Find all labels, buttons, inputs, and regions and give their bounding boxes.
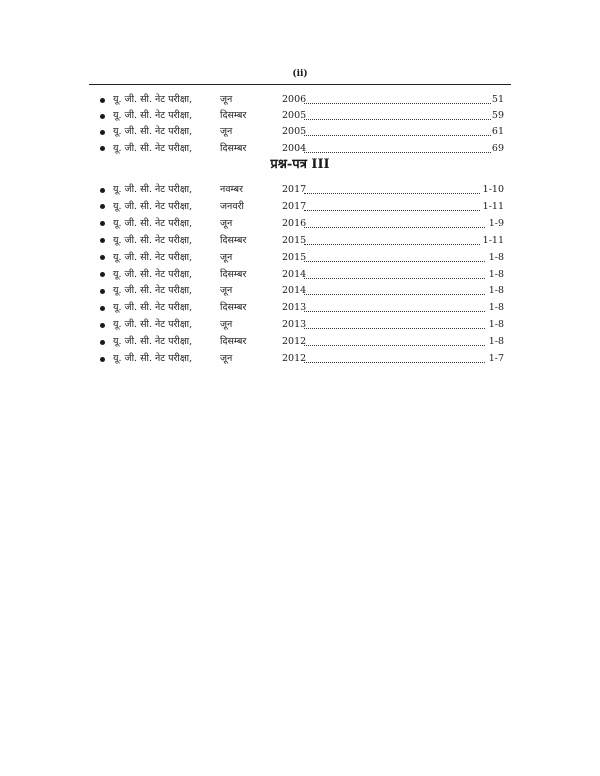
toc-entry-year: 2015 xyxy=(282,251,307,263)
toc-entry-year: 2014 xyxy=(282,268,307,280)
dot-leader xyxy=(304,294,485,295)
toc-entry-exam: यू. जी. सी. नेट परीक्षा, xyxy=(113,217,193,229)
bullet-icon xyxy=(100,272,105,277)
dot-leader xyxy=(304,345,485,346)
toc-entry-month: जून xyxy=(220,217,233,229)
bullet-icon xyxy=(100,255,105,260)
toc-entry xyxy=(0,141,600,157)
toc-entry-year: 2017 xyxy=(282,184,307,195)
toc-entry-month: जून xyxy=(220,319,233,331)
toc-entry-exam: यू. जी. सी. नेट परीक्षा, xyxy=(113,110,193,122)
dot-leader xyxy=(304,362,485,363)
bullet-icon xyxy=(100,357,105,362)
toc-entry-pages: 61 xyxy=(491,126,504,138)
toc-entry-pages: 1-8 xyxy=(488,302,504,314)
dot-leader xyxy=(304,103,491,104)
toc-entry-month: दिसम्बर xyxy=(220,142,247,154)
dot-leader xyxy=(304,244,480,245)
toc-entry-pages: 1-8 xyxy=(488,319,504,331)
toc-entry-year: 2014 xyxy=(282,285,307,297)
toc-entry-pages: 59 xyxy=(491,110,504,122)
toc-entry-exam: यू. जी. सी. नेट परीक्षा, xyxy=(113,268,193,280)
toc-entry-year: 2016 xyxy=(282,217,307,229)
dot-leader xyxy=(304,261,485,262)
dot-leader xyxy=(304,328,485,329)
toc-entry-month: दिसम्बर xyxy=(220,336,247,348)
bullet-icon xyxy=(100,221,105,226)
bullet-icon xyxy=(100,188,105,193)
dot-leader xyxy=(304,227,485,228)
toc-entry-pages: 69 xyxy=(491,142,504,154)
toc-entry-month: दिसम्बर xyxy=(220,302,247,314)
dot-leader xyxy=(304,210,480,211)
toc-entry-year: 2012 xyxy=(282,336,307,348)
bullet-icon xyxy=(100,238,105,243)
toc-entry-exam: यू. जी. सी. नेट परीक्षा, xyxy=(113,285,193,297)
toc-entry-month: जनवरी xyxy=(220,200,244,212)
toc-entry xyxy=(0,334,600,350)
toc-entry-year: 2015 xyxy=(282,234,307,246)
toc-entry-exam: यू. जी. सी. नेट परीक्षा, xyxy=(113,200,193,212)
toc-entry-month: जून xyxy=(220,285,233,297)
bullet-icon xyxy=(100,114,105,119)
toc-entry-pages: 1-8 xyxy=(488,285,504,297)
toc-entry-pages: 51 xyxy=(491,94,504,105)
toc-entry xyxy=(0,351,600,367)
dot-leader xyxy=(304,278,485,279)
toc-entry-pages: 1-8 xyxy=(488,251,504,263)
dot-leader xyxy=(304,152,491,153)
toc-entry-pages: 1-7 xyxy=(488,353,504,364)
bullet-icon xyxy=(100,289,105,294)
toc-entry-exam: यू. जी. सी. नेट परीक्षा, xyxy=(113,94,193,105)
toc-entry xyxy=(0,182,600,198)
toc-entry-month: जून xyxy=(220,251,233,263)
toc-entry-month: दिसम्बर xyxy=(220,234,247,246)
bullet-icon xyxy=(100,130,105,135)
toc-entry xyxy=(0,283,600,299)
section-heading: प्रश्न-पत्र III xyxy=(270,157,330,172)
bullet-icon xyxy=(100,323,105,328)
toc-entry-pages: 1-11 xyxy=(482,200,504,212)
toc-entry-year: 2012 xyxy=(282,353,307,364)
toc-entry xyxy=(0,216,600,232)
toc-entry xyxy=(0,108,600,124)
toc-entry-exam: यू. जी. सी. नेट परीक्षा, xyxy=(113,319,193,331)
toc-entry-exam: यू. जी. सी. नेट परीक्षा, xyxy=(113,302,193,314)
toc-entry-pages: 1-10 xyxy=(482,184,504,195)
toc-entry xyxy=(0,300,600,316)
toc-entry-month: जून xyxy=(220,353,233,364)
dot-leader xyxy=(304,135,491,136)
toc-entry-pages: 1-8 xyxy=(488,336,504,348)
toc-entry-exam: यू. जी. सी. नेट परीक्षा, xyxy=(113,142,193,154)
toc-entry-year: 2017 xyxy=(282,200,307,212)
toc-entry xyxy=(0,317,600,333)
bullet-icon xyxy=(100,340,105,345)
toc-entry xyxy=(0,199,600,215)
toc-entry-exam: यू. जी. सी. नेट परीक्षा, xyxy=(113,234,193,246)
toc-entry-pages: 1-11 xyxy=(482,234,504,246)
toc-entry-year: 2013 xyxy=(282,302,307,314)
toc-entry-pages: 1-8 xyxy=(488,268,504,280)
toc-entry-month: नवम्बर xyxy=(220,184,243,195)
toc-entry xyxy=(0,233,600,249)
bullet-icon xyxy=(100,98,105,103)
toc-entry-year: 2004 xyxy=(282,142,307,154)
dot-leader xyxy=(304,193,480,194)
toc-entry-month: दिसम्बर xyxy=(220,110,247,122)
toc-entry-month: जून xyxy=(220,94,233,105)
toc-entry xyxy=(0,92,600,108)
toc-entry xyxy=(0,124,600,140)
toc-entry-exam: यू. जी. सी. नेट परीक्षा, xyxy=(113,126,193,138)
header-rule xyxy=(89,84,511,85)
toc-entry-year: 2013 xyxy=(282,319,307,331)
toc-entry-month: जून xyxy=(220,126,233,138)
toc-entry-month: दिसम्बर xyxy=(220,268,247,280)
toc-entry-exam: यू. जी. सी. नेट परीक्षा, xyxy=(113,353,193,364)
toc-entry-exam: यू. जी. सी. नेट परीक्षा, xyxy=(113,184,193,195)
dot-leader xyxy=(304,311,485,312)
toc-entry-pages: 1-9 xyxy=(488,217,504,229)
toc-entry-year: 2005 xyxy=(282,126,307,138)
page-number: (ii) xyxy=(292,69,308,79)
toc-entry-exam: यू. जी. सी. नेट परीक्षा, xyxy=(113,336,193,348)
bullet-icon xyxy=(100,146,105,151)
toc-entry-exam: यू. जी. सी. नेट परीक्षा, xyxy=(113,251,193,263)
dot-leader xyxy=(304,119,491,120)
toc-entry xyxy=(0,250,600,266)
toc-entry-year: 2006 xyxy=(282,94,307,105)
bullet-icon xyxy=(100,306,105,311)
bullet-icon xyxy=(100,204,105,209)
toc-entry-year: 2005 xyxy=(282,110,307,122)
toc-entry xyxy=(0,267,600,283)
